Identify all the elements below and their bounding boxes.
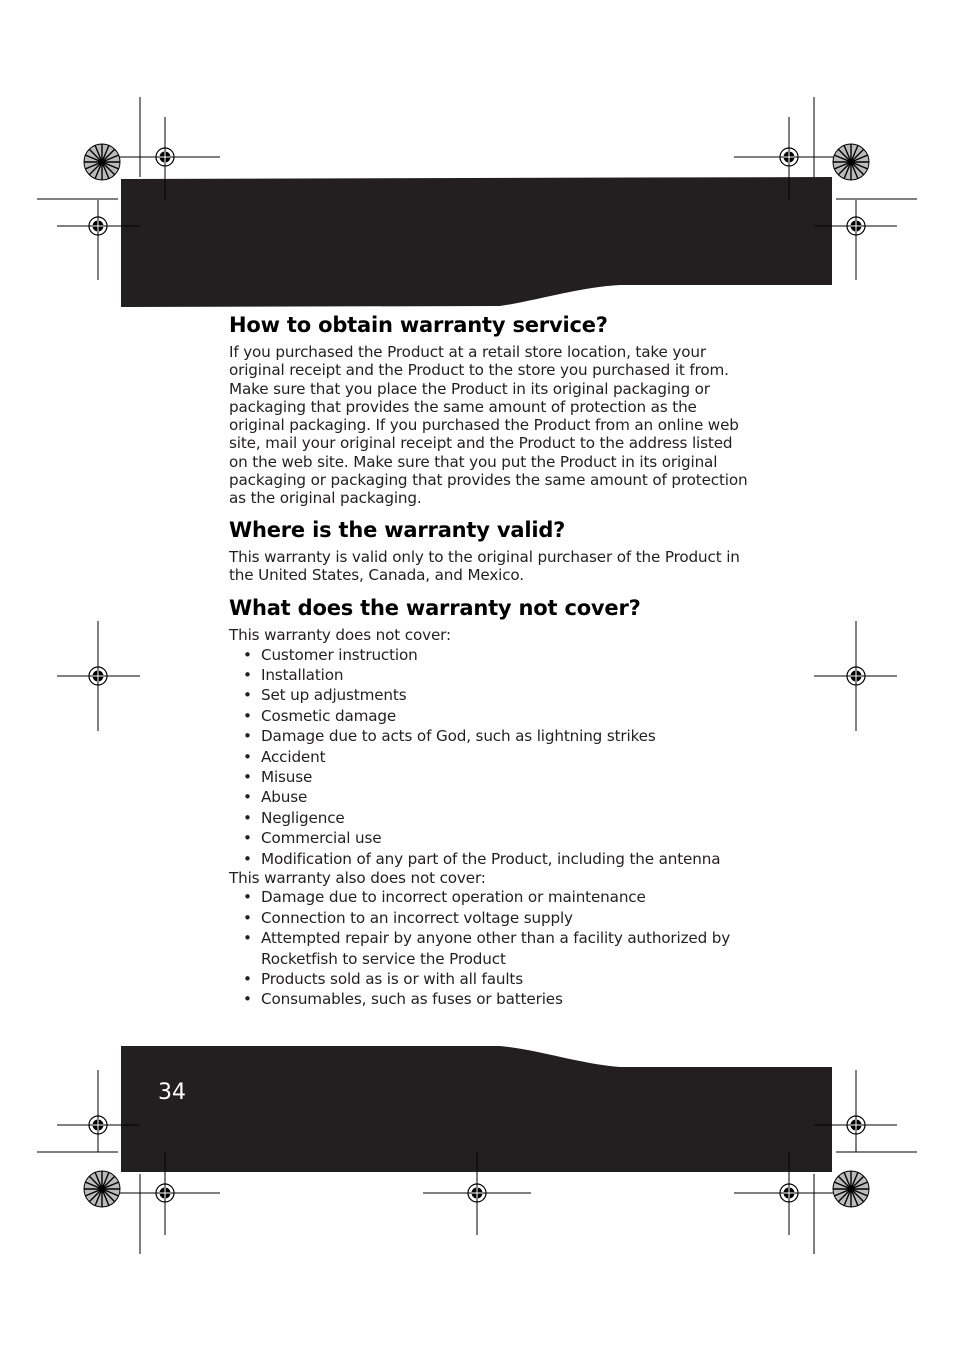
page-content [229,310,749,1010]
bullet-icon: • [243,706,252,725]
list-item: • Damage due to acts of God, such as lightning strikes [243,727,656,746]
bullet-icon: • [243,768,252,786]
bullet-icon: • [243,888,252,907]
list-item: • Negligence [243,808,345,827]
list-item: • Cosmetic damage [243,706,397,725]
list-item: • Misuse [243,768,313,786]
bullet-icon: • [243,829,252,848]
bullet-icon: • [243,929,252,948]
list-item: • Set up adjustments [243,686,407,705]
section-body-valid: This warranty is valid only to the original purchaser of the Product in the United States, Canada, and Mexico. [229,547,740,584]
list-item: • Abuse [243,788,308,807]
list-item: • Damage due to incorrect operation or maintenance [243,888,646,907]
also-not-cover-list [229,887,749,1009]
bullet-icon: • [243,727,252,746]
bullet-icon: • [243,990,252,1009]
bullet-icon: • [243,747,252,766]
list-item: • Installation [243,665,344,684]
bullet-icon: • [243,788,252,807]
section-title-valid: Where is the warranty valid? [229,517,566,542]
section-title-service: How to obtain warranty service? [229,313,608,337]
list-item: • Connection to an incorrect voltage supply [243,908,573,927]
section-body-service: If you purchased the Product at a retail store location, take your original receipt and the Product to the store you purchased it from. Make sure that you place the Product in its original packaging or packaging that provides the same amount of protection as the original packaging. If you purchased the Product from an online web site, mail your original receipt and the Product to the address listed on the web site. Make sure that you put the Product in its original packaging or packaging that provides the same amount of protection as the original packaging. [229,343,748,508]
not-cover-intro: This warranty does not cover: [229,626,451,645]
not-cover-list [229,645,749,869]
bullet-icon: • [243,686,252,705]
list-item: • Accident [243,747,326,766]
list-item: • Products sold as is or with all faults [243,969,523,988]
bullet-icon: • [243,808,252,827]
bullet-icon: • [243,645,252,664]
bullet-icon: • [243,908,252,927]
bullet-icon: • [243,849,252,868]
list-item: • Attempted repair by anyone other than a facility authorized by Rocketfish to service the Product [243,929,731,968]
page-number: 34 [158,1080,186,1105]
not-cover-intro-2: This warranty also does not cover: [229,869,486,888]
section-title-not-cover: What does the warranty not cover? [229,596,641,621]
list-item: • Modification of any part of the Product, including the antenna [243,849,721,868]
list-item: • Commercial use [243,829,382,848]
bullet-icon: • [243,665,252,684]
bullet-icon: • [243,969,252,988]
list-item: • Consumables, such as fuses or batteries [243,990,563,1009]
list-item: • Customer instruction [243,645,418,664]
